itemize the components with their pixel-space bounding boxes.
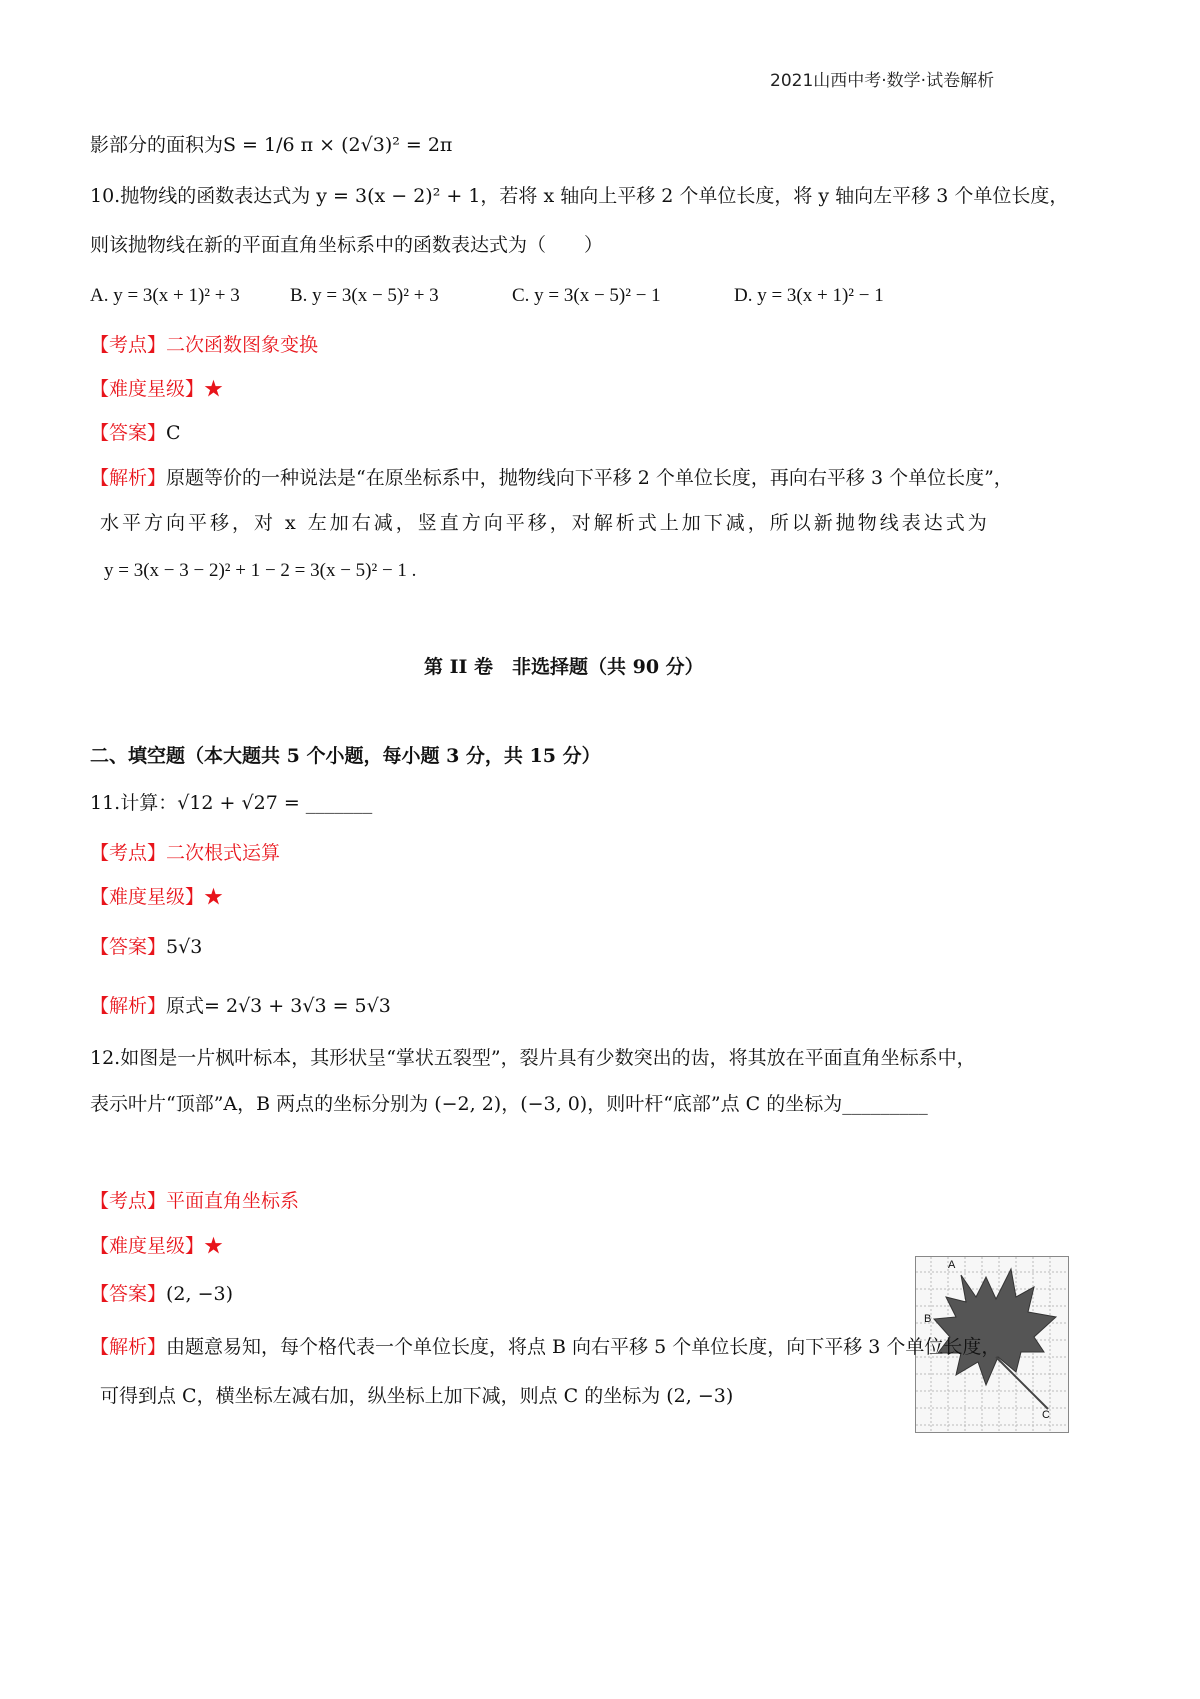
answer-text: (2, −3) [166,1283,234,1305]
q11-difficulty [90,884,223,910]
q12-answer [90,1281,233,1307]
q10-analysis-line1 [90,465,1013,491]
difficulty-tag: 【难度星级】 [90,1235,205,1257]
q10-difficulty [90,376,223,402]
maple-leaf-shape [934,1269,1056,1385]
q10-option-b: B. y = 3(x − 5)² + 3 [290,285,439,306]
answer-text: 5√3 [166,936,203,958]
analysis-tag: 【解析】 [90,467,167,489]
kaodian-tag: 【考点】 [90,1190,167,1212]
kaodian-tag: 【考点】 [90,842,167,864]
analysis-tag: 【解析】 [90,995,167,1017]
point-b-label: B [924,1313,932,1325]
kaodian-text: 二次函数图象变换 [166,334,319,356]
q10-option-a: A. y = 3(x + 1)² + 3 [90,285,240,306]
point-a-label: A [948,1259,956,1271]
analysis-text: 由题意易知，每个格代表一个单位长度，将点 B 向右平移 5 个单位长度，向下平移 3 个单位长度， [166,1336,1001,1358]
difficulty-tag: 【难度星级】 [90,378,205,400]
kaodian-text: 平面直角坐标系 [166,1190,300,1212]
q10-analysis-line3: y = 3(x − 3 − 2)² + 1 − 2 = 3(x − 5)² − 1 . [104,560,417,581]
leaf-stem [996,1357,1048,1409]
q12-difficulty [90,1233,223,1259]
q12-analysis-line2: 可得到点 C，横坐标左减右加，纵坐标上加下减，则点 C 的坐标为 (2, −3) [100,1385,734,1407]
point-c-label: C [1042,1409,1050,1421]
q11-answer [90,934,202,960]
q10-stem-line1: 10.抛物线的函数表达式为 y = 3(x − 2)² + 1，若将 x 轴向上平移 2 个单位长度，将 y 轴向左平移 3 个单位长度， [90,185,1069,207]
answer-text: C [166,422,181,444]
q11-analysis [90,993,391,1019]
q10-answer [90,420,181,446]
answer-tag: 【答案】 [90,422,167,444]
q10-analysis-line2: 水平方向平移，对 x 左加右减，竖直方向平移，对解析式上加下减，所以新抛物线表达式为 [100,512,990,534]
answer-tag: 【答案】 [90,936,167,958]
kaodian-text: 二次根式运算 [166,842,281,864]
q12-analysis-line1 [90,1334,1000,1360]
q12-stem-line2: 表示叶片“顶部”A，B 两点的坐标分别为 (−2, 2)，(−3, 0)，则叶杆“底部”点 C 的坐标为_________ [90,1093,928,1115]
q12-kaodian [90,1188,299,1214]
section-title: 第 II 卷 非选择题（共 90 分） [424,656,704,678]
page-header: 2021山西中考·数学·试卷解析 [770,71,995,91]
analysis-text: 原式= 2√3 + 3√3 = 5√3 [166,995,391,1017]
star-icon: ★ [204,1235,224,1257]
q10-option-d: D. y = 3(x + 1)² − 1 [734,285,884,306]
star-icon: ★ [204,886,224,908]
q10-stem-line2: 则该抛物线在新的平面直角坐标系中的函数表达式为（ ） [90,234,604,256]
star-icon: ★ [204,378,224,400]
q12-stem-line1: 12.如图是一片枫叶标本，其形状呈“掌状五裂型”，裂片具有少数突出的齿，将其放在平面直角坐标系中， [90,1047,976,1069]
section-subtitle: 二、填空题（本大题共 5 个小题，每小题 3 分，共 15 分） [90,745,601,767]
kaodian-tag: 【考点】 [90,334,167,356]
analysis-text: 原题等价的一种说法是“在原坐标系中，抛物线向下平移 2 个单位长度，再向右平移 3 个单位长度”， [166,467,1013,489]
q10-kaodian [90,332,318,358]
answer-tag: 【答案】 [90,1283,167,1305]
difficulty-tag: 【难度星级】 [90,886,205,908]
q11-stem: 11.计算：√12 + √27 = _______ [90,792,373,814]
q11-kaodian [90,840,280,866]
q10-option-c: C. y = 3(x − 5)² − 1 [512,285,661,306]
analysis-tag: 【解析】 [90,1336,167,1358]
area-formula-line: 影部分的面积为S = 1/6 π × (2√3)² = 2π [90,134,453,156]
